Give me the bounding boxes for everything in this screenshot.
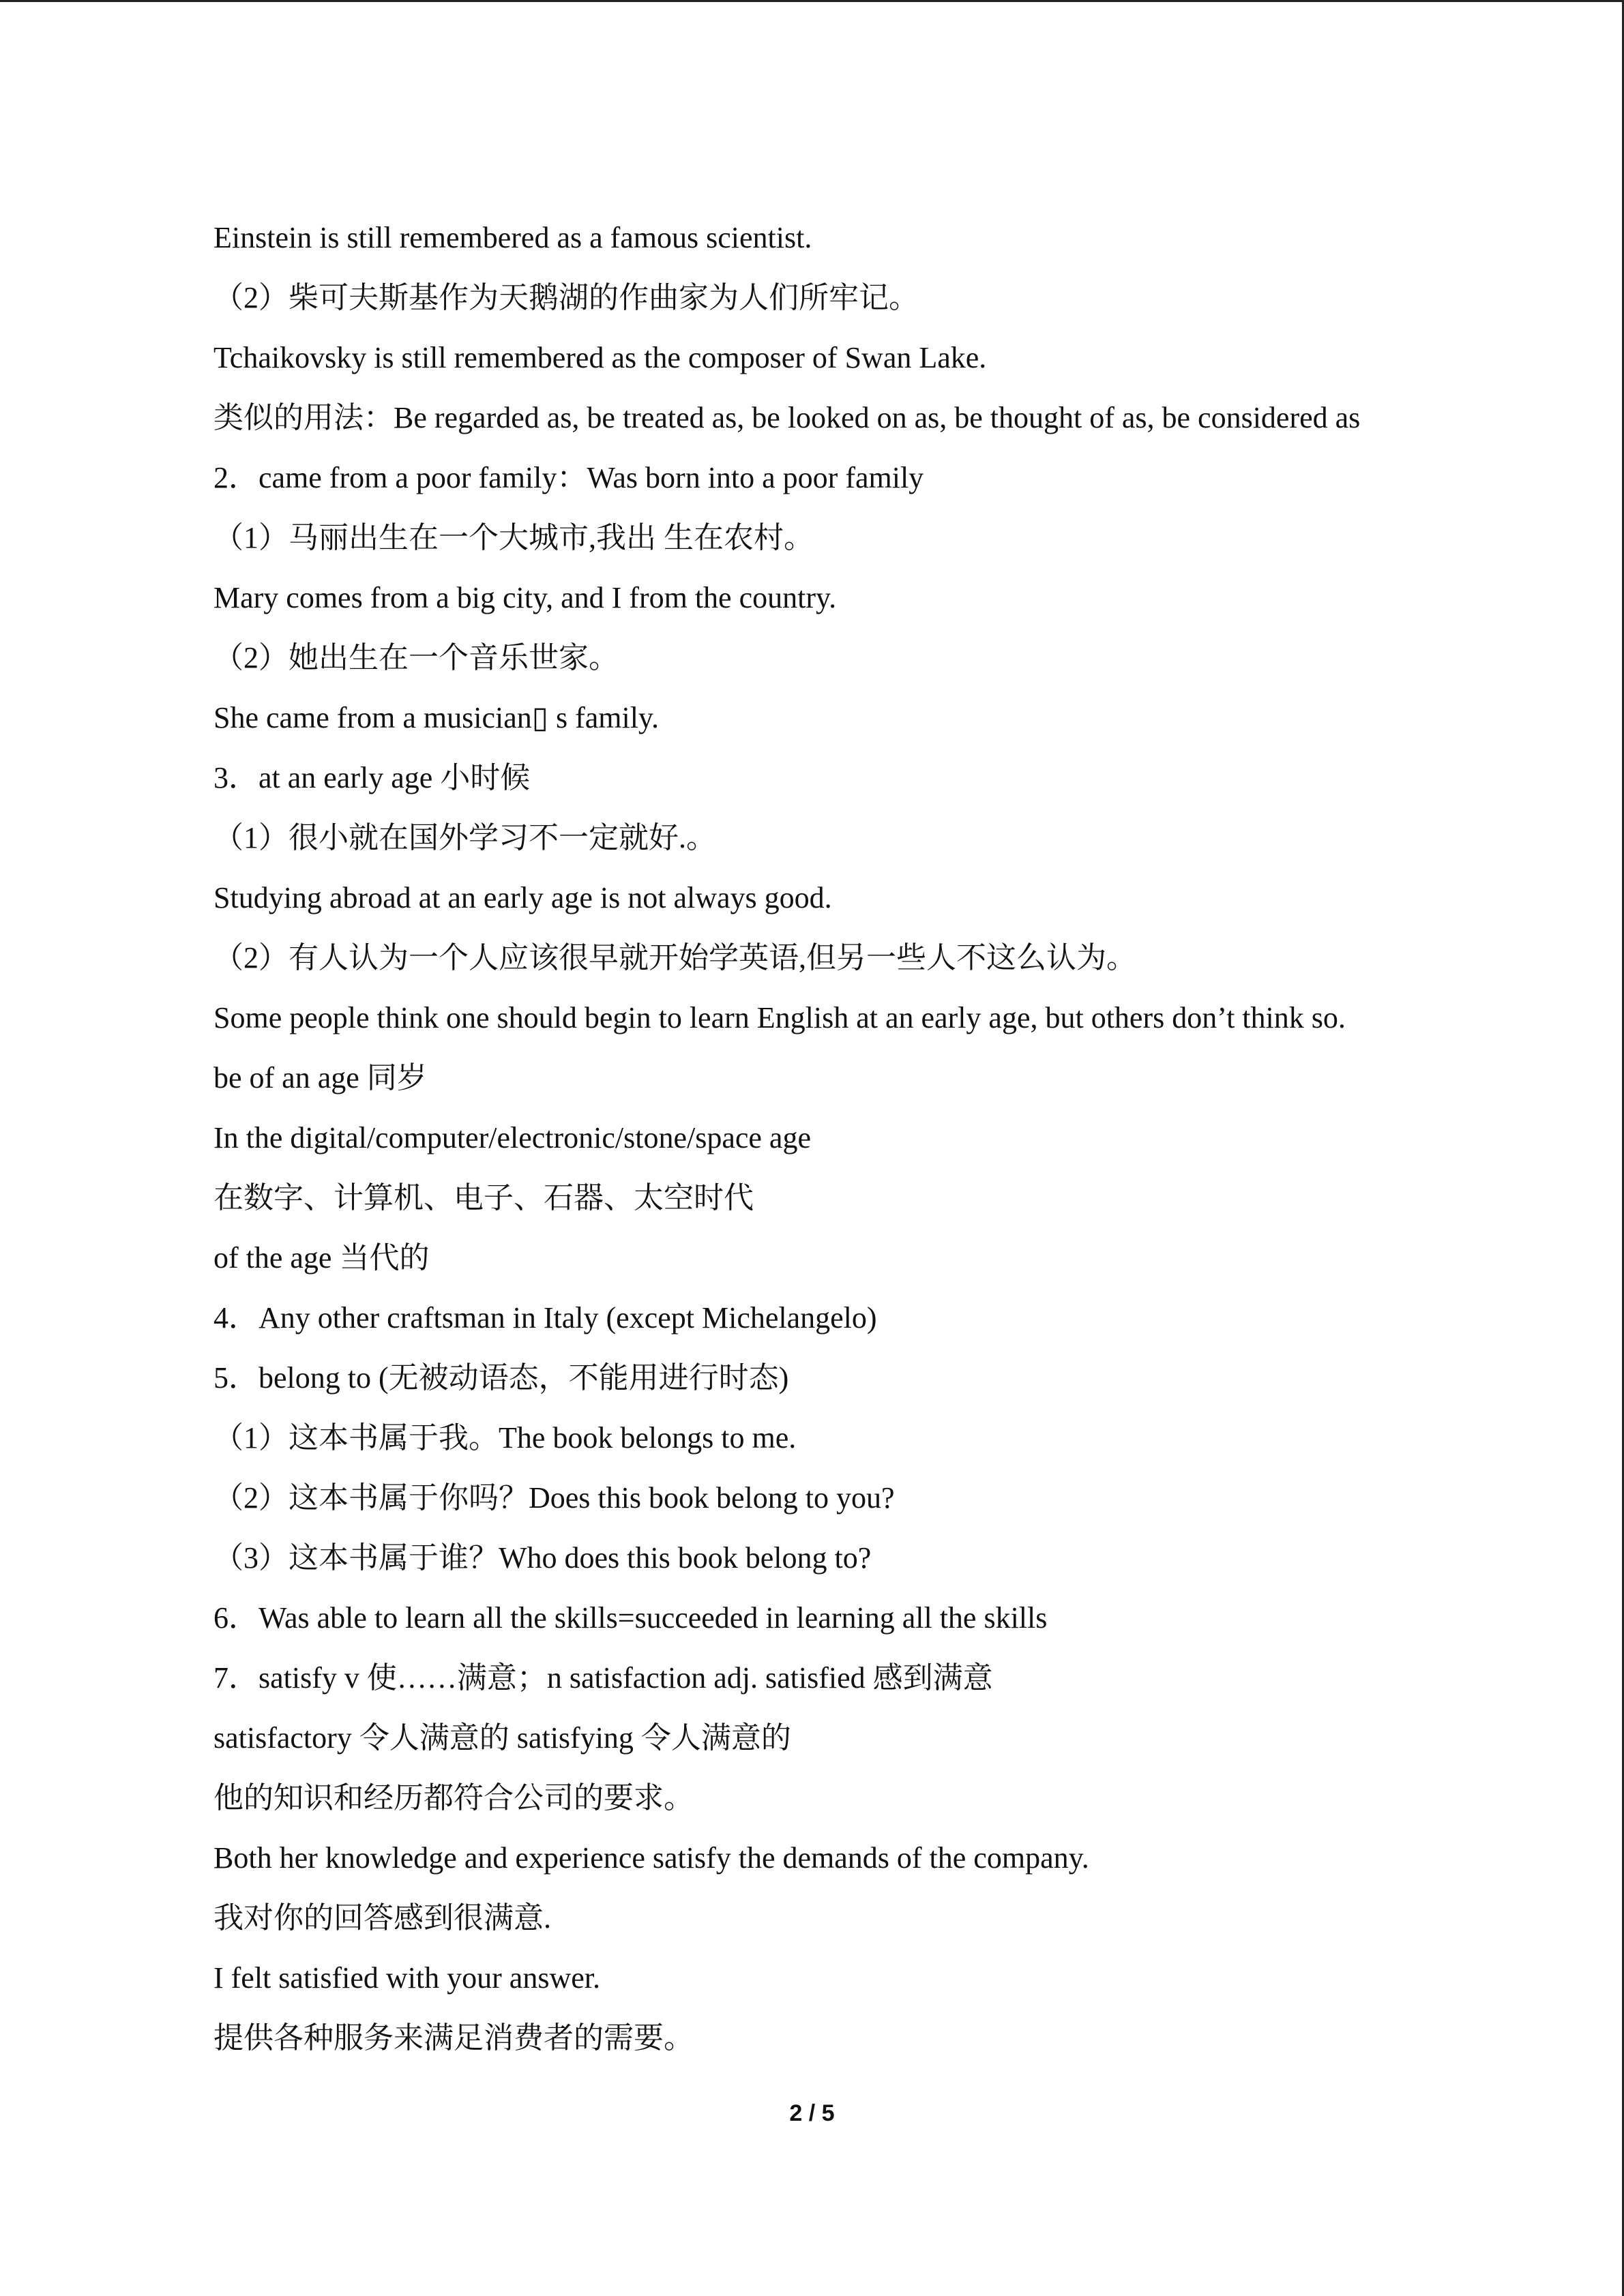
text-line: （2）柴可夫斯基作为天鹅湖的作曲家为人们所牢记。 <box>213 281 919 314</box>
text-line: She came from a musician▯ s family. <box>213 701 660 734</box>
text-line: （1）这本书属于我。The book belongs to me. <box>213 1421 797 1455</box>
text-line: 4．Any other craftsman in Italy (except Michelangelo) <box>213 1301 877 1335</box>
text-line: （1）很小就在国外学习不一定就好.。 <box>213 821 716 854</box>
text-line: be of an age 同岁 <box>213 1061 427 1094</box>
text-line: （2）有人认为一个人应该很早就开始学英语,但另一些人不这么认为。 <box>213 941 1136 974</box>
text-line: 类似的用法：Be regarded as, be treated as, be looked on as, be thought of as, be considered as <box>213 401 1361 434</box>
text-line: 2．came from a poor family：Was born into a poor family <box>213 461 924 494</box>
text-line: （2）这本书属于你吗？Does this book belong to you? <box>213 1481 895 1515</box>
text-line: Some people think one should begin to learn English at an early age, but others don’t think so. <box>213 1001 1346 1034</box>
text-line: 6．Was able to learn all the skills=succeeded in learning all the skills <box>213 1601 1048 1635</box>
text-line: Studying abroad at an early age is not always good. <box>213 881 832 914</box>
text-line: 3．at an early age 小时候 <box>213 761 531 794</box>
text-line: 他的知识和经历都符合公司的要求。 <box>213 1781 694 1815</box>
text-line: 提供各种服务来满足消费者的需要。 <box>213 2021 694 2055</box>
text-line: Mary comes from a big city, and I from the country. <box>213 581 837 614</box>
text-line: of the age 当代的 <box>213 1241 430 1274</box>
text-line: （2）她出生在一个音乐世家。 <box>213 641 619 674</box>
page-body <box>213 215 1550 2076</box>
text-line: 5．belong to (无被动语态，不能用进行时态) <box>213 1361 789 1395</box>
text-line: 我对你的回答感到很满意. <box>213 1901 551 1935</box>
text-line: Einstein is still remembered as a famous scientist. <box>213 221 812 254</box>
text-line: satisfactory 令人满意的 satisfying 令人满意的 <box>213 1721 791 1755</box>
page-number: 2 / 5 <box>789 2100 835 2126</box>
text-line: I felt satisfied with your answer. <box>213 1961 600 1995</box>
text-line: In the digital/computer/electronic/stone/space age <box>213 1121 811 1154</box>
top-border <box>0 0 1624 2</box>
text-line: （3）这本书属于谁？Who does this book belong to? <box>213 1541 872 1575</box>
text-line: Tchaikovsky is still remembered as the composer of Swan Lake. <box>213 341 987 374</box>
text-line: 在数字、计算机、电子、石器、太空时代 <box>213 1181 754 1214</box>
text-line: Both her knowledge and experience satisfy the demands of the company. <box>213 1841 1089 1875</box>
text-line: （1）马丽出生在一个大城市,我出 生在农村。 <box>213 521 814 554</box>
text-line: 7．satisfy v 使……满意；n satisfaction adj. satisfied 感到满意 <box>213 1661 993 1695</box>
